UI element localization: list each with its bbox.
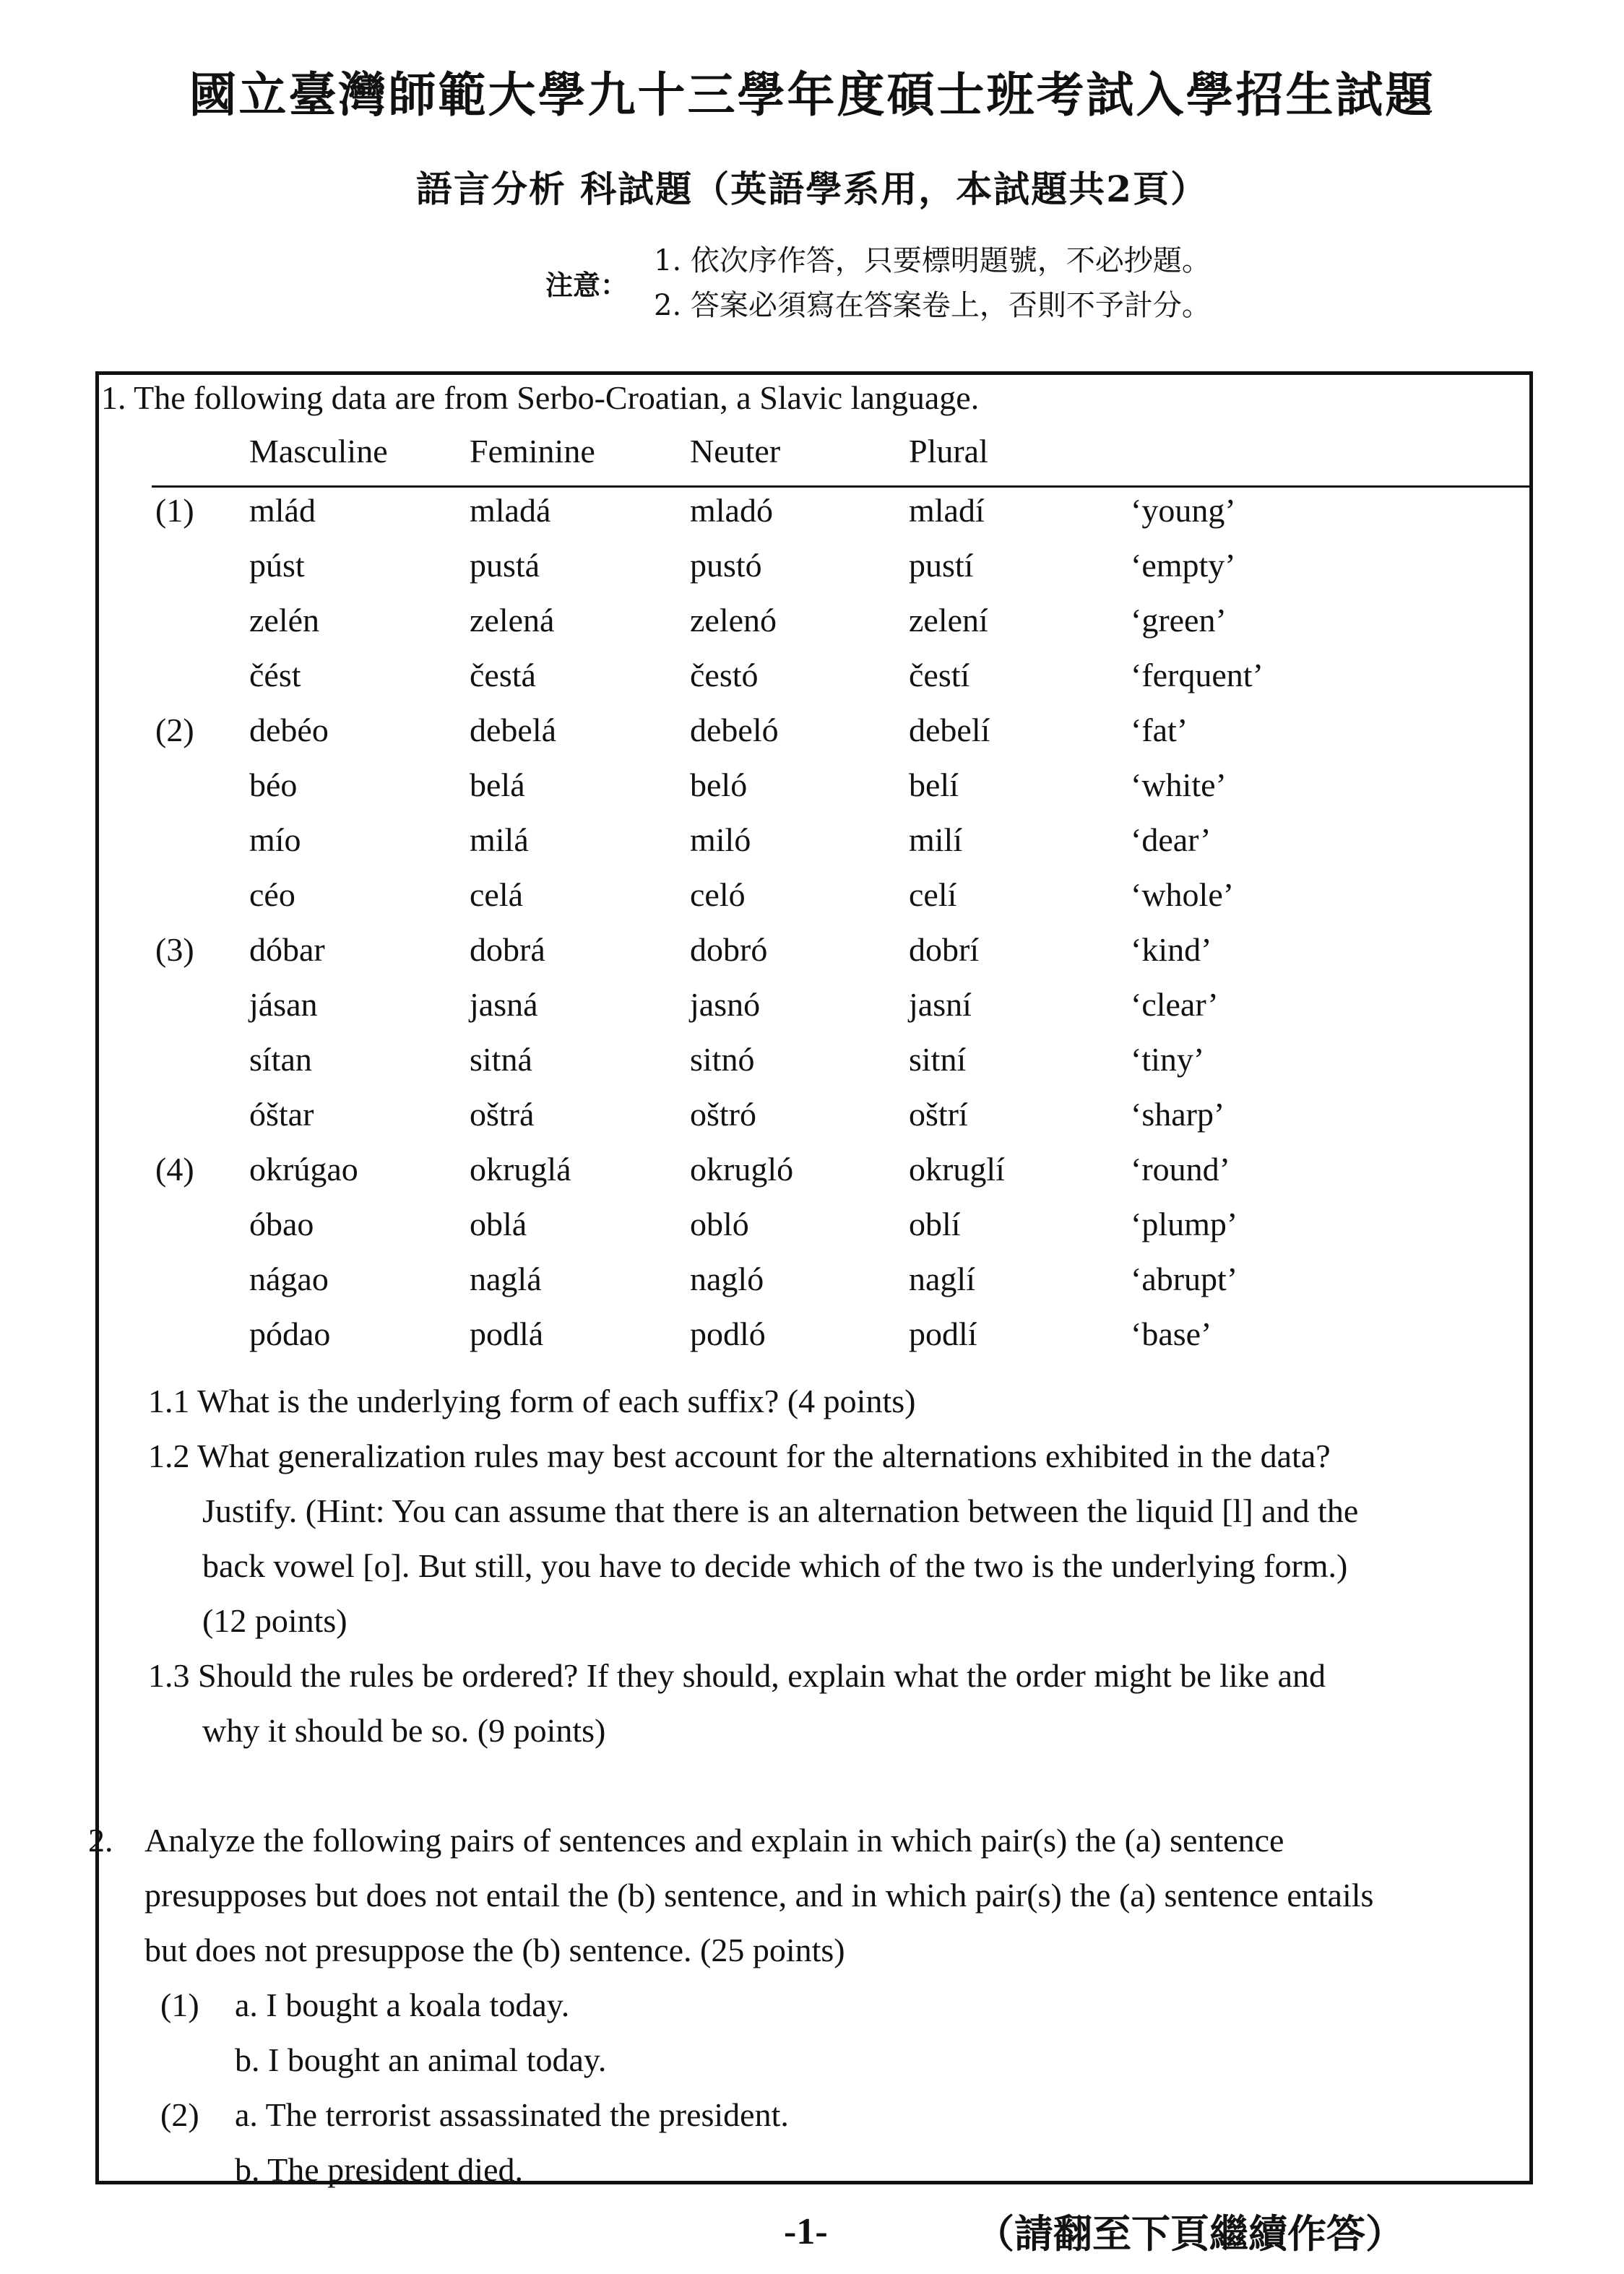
form-cell: óbao	[249, 1206, 314, 1242]
form-cell: okruglá	[470, 1151, 571, 1188]
gloss-cell: ‘young’	[1131, 492, 1236, 529]
form-cell: čestá	[470, 657, 536, 693]
form-cell: dobró	[690, 931, 768, 968]
subquestion-line: (12 points)	[202, 1602, 347, 1639]
subquestion-line: 1.3 Should the rules be ordered? If they should, explain what the order might be like and	[148, 1657, 1326, 1694]
continue-note: （請翻至下頁繼續作答）	[975, 2210, 1404, 2257]
form-cell: oštrá	[470, 1096, 535, 1133]
form-cell: jasní	[909, 986, 972, 1023]
subquestion-line: why it should be so. (9 points)	[202, 1712, 606, 1749]
form-cell: jasnó	[690, 986, 761, 1023]
notes-list	[654, 238, 1211, 328]
gloss-cell: ‘dear’	[1131, 821, 1211, 858]
form-cell: zelenó	[690, 602, 777, 639]
gloss-cell: ‘plump’	[1131, 1206, 1238, 1242]
form-cell: čestí	[909, 657, 970, 693]
form-cell: podlá	[470, 1315, 544, 1352]
gloss-cell: ‘base’	[1131, 1315, 1212, 1352]
subquestion-line: back vowel [o]. But still, you have to decide which of the two is the underlying form.)	[202, 1547, 1348, 1584]
form-cell: pustá	[470, 547, 540, 584]
form-cell: pustó	[690, 547, 762, 584]
form-cell: pódao	[249, 1315, 331, 1352]
form-cell: okrugló	[690, 1151, 794, 1188]
pair-sentence-b: b. I bought an animal today.	[235, 2041, 607, 2078]
form-cell: mío	[249, 821, 301, 858]
form-cell: obló	[690, 1206, 749, 1242]
pair-label: (2)	[160, 2096, 199, 2133]
form-cell: belá	[470, 766, 525, 803]
form-cell: čestó	[690, 657, 759, 693]
question2-line: Analyze the following pairs of sentences and explain in which pair(s) the (a) sentence	[144, 1822, 1284, 1859]
form-cell: oblí	[909, 1206, 961, 1242]
subquestion-1-1: 1.1 What is the underlying form of each suffix? (4 points)	[148, 1383, 916, 1419]
form-cell: jasná	[470, 986, 538, 1023]
notes-label: 注意：	[545, 269, 629, 301]
subquestion-line: Justify. (Hint: You can assume that there is an alternation between the liquid [l] and the	[202, 1492, 1359, 1529]
column-header-feminine: Feminine	[470, 433, 595, 470]
form-cell: oštrí	[909, 1096, 968, 1133]
form-cell: okruglí	[909, 1151, 1005, 1188]
form-cell: milá	[470, 821, 529, 858]
form-cell: oštró	[690, 1096, 756, 1133]
gloss-cell: ‘green’	[1131, 602, 1227, 639]
gloss-cell: ‘fat’	[1131, 712, 1188, 748]
column-header-neuter: Neuter	[690, 433, 781, 470]
form-cell: naglí	[909, 1261, 975, 1297]
form-cell: debelá	[470, 712, 557, 748]
form-cell: mlád	[249, 492, 316, 529]
form-cell: dobrí	[909, 931, 980, 968]
form-cell: nágao	[249, 1261, 329, 1297]
exam-subtitle: 語言分析 科試題（英語學系用，本試題共2頁）	[415, 168, 1209, 210]
page-number: -1-	[784, 2211, 828, 2252]
form-cell: miló	[690, 821, 751, 858]
question2-line: but does not presuppose the (b) sentence. (25 points)	[144, 1932, 845, 1968]
form-cell: čést	[249, 657, 301, 693]
pair-sentence-b: b. The president died.	[235, 2151, 523, 2188]
form-cell: mladí	[909, 492, 985, 529]
form-cell: sitnó	[690, 1041, 755, 1078]
table-header-rule	[152, 485, 1533, 488]
column-header-plural: Plural	[909, 433, 988, 470]
form-cell: okrúgao	[249, 1151, 358, 1188]
form-cell: sitní	[909, 1041, 967, 1078]
row-group-label: (2)	[155, 712, 194, 748]
form-cell: celó	[690, 876, 746, 913]
gloss-cell: ‘empty’	[1131, 547, 1236, 584]
gloss-cell: ‘white’	[1131, 766, 1227, 803]
gloss-cell: ‘whole’	[1131, 876, 1235, 913]
form-cell: dobrá	[470, 931, 545, 968]
row-group-label: (3)	[155, 931, 194, 968]
form-cell: sitná	[470, 1041, 532, 1078]
pair-sentence-a: a. I bought a koala today.	[235, 1986, 570, 2023]
form-cell: podlí	[909, 1315, 977, 1352]
gloss-cell: ‘round’	[1131, 1151, 1230, 1188]
question2-number: 2.	[88, 1822, 113, 1859]
form-cell: belí	[909, 766, 959, 803]
form-cell: púst	[249, 547, 305, 584]
form-cell: céo	[249, 876, 295, 913]
form-cell: béo	[249, 766, 298, 803]
form-cell: oblá	[470, 1206, 527, 1242]
note-item: 2. 答案必須寫在答案卷上，否則不予計分。	[654, 289, 1211, 322]
question2-line: presupposes but does not entail the (b) sentence, and in which pair(s) the (a) sentence entails	[144, 1877, 1374, 1914]
gloss-cell: ‘tiny’	[1131, 1041, 1205, 1078]
form-cell: mladó	[690, 492, 773, 529]
form-cell: sítan	[249, 1041, 312, 1078]
gloss-cell: ‘kind’	[1131, 931, 1212, 968]
gloss-cell: ‘clear’	[1131, 986, 1219, 1023]
form-cell: debéo	[249, 712, 329, 748]
form-cell: zelén	[249, 602, 320, 639]
form-cell: debeló	[690, 712, 779, 748]
note-item: 1. 依次序作答，只要標明題號，不必抄題。	[654, 244, 1211, 277]
subquestion-line: 1.2 What generalization rules may best account for the alternations exhibited in the data?	[148, 1438, 1331, 1474]
row-group-label: (4)	[155, 1151, 194, 1188]
form-cell: debelí	[909, 712, 990, 748]
gloss-cell: ‘ferquent’	[1131, 657, 1264, 693]
question1-intro: 1. The following data are from Serbo-Croatian, a Slavic language.	[101, 379, 980, 416]
form-cell: zelená	[470, 602, 555, 639]
form-cell: naglá	[470, 1261, 542, 1297]
form-cell: mladá	[470, 492, 551, 529]
form-cell: nagló	[690, 1261, 764, 1297]
form-cell: pustí	[909, 547, 974, 584]
form-cell: zelení	[909, 602, 988, 639]
exam-title: 國立臺灣師範大學九十三學年度碩士班考試入學招生試題	[189, 66, 1435, 123]
form-cell: podló	[690, 1315, 766, 1352]
gloss-cell: ‘sharp’	[1131, 1096, 1225, 1133]
form-cell: milí	[909, 821, 963, 858]
column-header-masculine: Masculine	[249, 433, 388, 470]
form-cell: beló	[690, 766, 748, 803]
form-cell: celí	[909, 876, 957, 913]
form-cell: celá	[470, 876, 524, 913]
form-cell: óštar	[249, 1096, 314, 1133]
row-group-label: (1)	[155, 492, 194, 529]
form-cell: dóbar	[249, 931, 325, 968]
pair-sentence-a: a. The terrorist assassinated the president.	[235, 2096, 789, 2133]
form-cell: jásan	[249, 986, 318, 1023]
gloss-cell: ‘abrupt’	[1131, 1261, 1238, 1297]
pair-label: (1)	[160, 1986, 199, 2023]
